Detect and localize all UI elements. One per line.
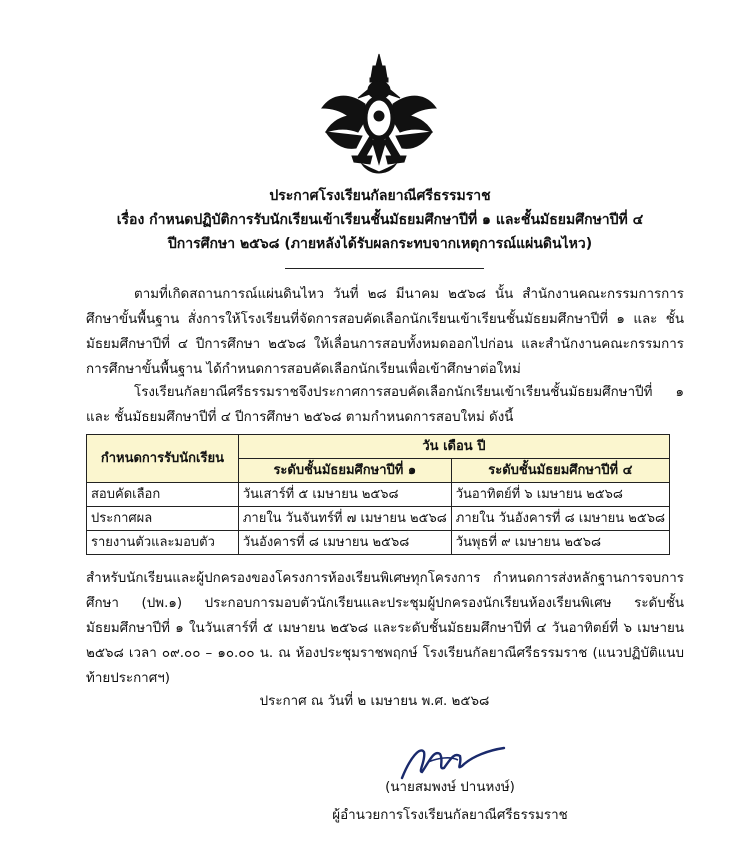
- paragraph-3-text: สำหรับนักเรียนและผู้ปกครองของโครงการห้องเรียนพิเศษทุกโครงการ กำหนดการส่งหลักฐานการจบการศึกษา (ปพ.๑) ประกอบการมอบตัวนักเรียนและประชุมผู้ปกครองนักเรียนห้องเรียนพิเศษ ระดับชั้นมัธยมศึกษาปีที่ ๑ ในวันเสาร์ที่ ๕ เมษายน ๒๕๖๘ และระดับชั้นมัธยมศึกษาปีที่ ๔ วันอาทิตย์ที่ ๖ เมษายน ๒๕๖๘ เวลา ๐๙.๐๐ – ๑๐.๐๐ น. ณ ห้องประชุมราชพฤกษ์ โรงเรียนกัลยาณีศรีธรรมราช (แนวปฏิบัติแนบท้ายประกาศฯ): [86, 571, 684, 686]
- table-head-m4: ระดับชั้นมัธยมศึกษาปีที่ ๔: [451, 459, 669, 483]
- paragraph-announce: [86, 380, 684, 430]
- row-m4-date: วันพุธที่ ๙ เมษายน ๒๕๖๘: [451, 531, 669, 555]
- row-activity: ประกาศผล: [87, 507, 239, 531]
- announcement-year: ปีการศึกษา ๒๕๖๘ (ภายหลังได้รับผลกระทบจากเหตุการณ์แผ่นดินไหว): [167, 236, 593, 252]
- schedule-table: [86, 434, 670, 555]
- paragraph-1-text: ตามที่เกิดสถานการณ์แผ่นดินไหว วันที่ ๒๘ มีนาคม ๒๕๖๘ นั้น สำนักงานคณะกรรมการการศึกษาขั้นพื้นฐาน สั่งการให้โรงเรียนที่จัดการสอบคัดเลือกนักเรียนเข้าเรียนชั้นมัธยมศึกษาปีที่ ๑ และ ชั้นมัธยมศึกษาปีที่ ๔ ปีการศึกษา ๒๕๖๘ ให้เลื่อนการสอบทั้งหมดออกไปก่อน และสำนักงานคณะกรรมการการศึกษาขั้นพื้นฐาน ได้กำหนดการสอบคัดเลือกนักเรียนเพื่อเข้าศึกษาต่อใหม่: [86, 287, 684, 377]
- table-head-date-group: วัน เดือน ปี: [238, 435, 669, 459]
- table-row: [87, 507, 670, 531]
- announcement-title: ประกาศโรงเรียนกัลยาณีศรีธรรมราช: [269, 188, 491, 204]
- paragraph-background: [86, 282, 684, 382]
- table-head-activity: กำหนดการรับนักเรียน: [87, 435, 239, 483]
- paragraph-special-program: [86, 566, 684, 691]
- garuda-emblem-icon: [318, 52, 440, 178]
- table-row: [87, 531, 670, 555]
- paragraph-2-text: โรงเรียนกัลยาณีศรีธรรมราชจึงประกาศการสอบคัดเลือกนักเรียนเข้าเรียนชั้นมัธยมศึกษาปีที่ ๑ และ ชั้นมัธยมศึกษาปีที่ ๔ ปีการศึกษา ๒๕๖๘ ตามกำหนดการสอบใหม่ ดังนี้: [86, 385, 684, 425]
- row-m1-date: ภายใน วันจันทร์ที่ ๗ เมษายน ๒๕๖๘: [238, 507, 451, 531]
- title-divider: [285, 268, 484, 269]
- row-activity: สอบคัดเลือก: [87, 483, 239, 507]
- announce-date: ประกาศ ณ วันที่ ๒ เมษายน พ.ศ. ๒๕๖๘: [259, 694, 490, 709]
- table-row: [87, 483, 670, 507]
- row-m1-date: วันเสาร์ที่ ๕ เมษายน ๒๕๖๘: [238, 483, 451, 507]
- signer-name: (นายสมพงษ์ ปานหงษ์): [385, 780, 515, 795]
- announcement-subject: เรื่อง กำหนดปฏิบัติการรับนักเรียนเข้าเรียนชั้นมัธยมศึกษาปีที่ ๑ และชั้นมัธยมศึกษาปีที่ ๔: [116, 212, 644, 228]
- row-m1-date: วันอังคารที่ ๘ เมษายน ๒๕๖๘: [238, 531, 451, 555]
- row-m4-date: ภายใน วันอังคารที่ ๘ เมษายน ๒๕๖๘: [451, 507, 669, 531]
- row-activity: รายงานตัวและมอบตัว: [87, 531, 239, 555]
- signer-title: ผู้อำนวยการโรงเรียนกัลยาณีศรีธรรมราช: [332, 808, 568, 823]
- row-m4-date: วันอาทิตย์ที่ ๖ เมษายน ๒๕๖๘: [451, 483, 669, 507]
- table-head-m1: ระดับชั้นมัธยมศึกษาปีที่ ๑: [238, 459, 451, 483]
